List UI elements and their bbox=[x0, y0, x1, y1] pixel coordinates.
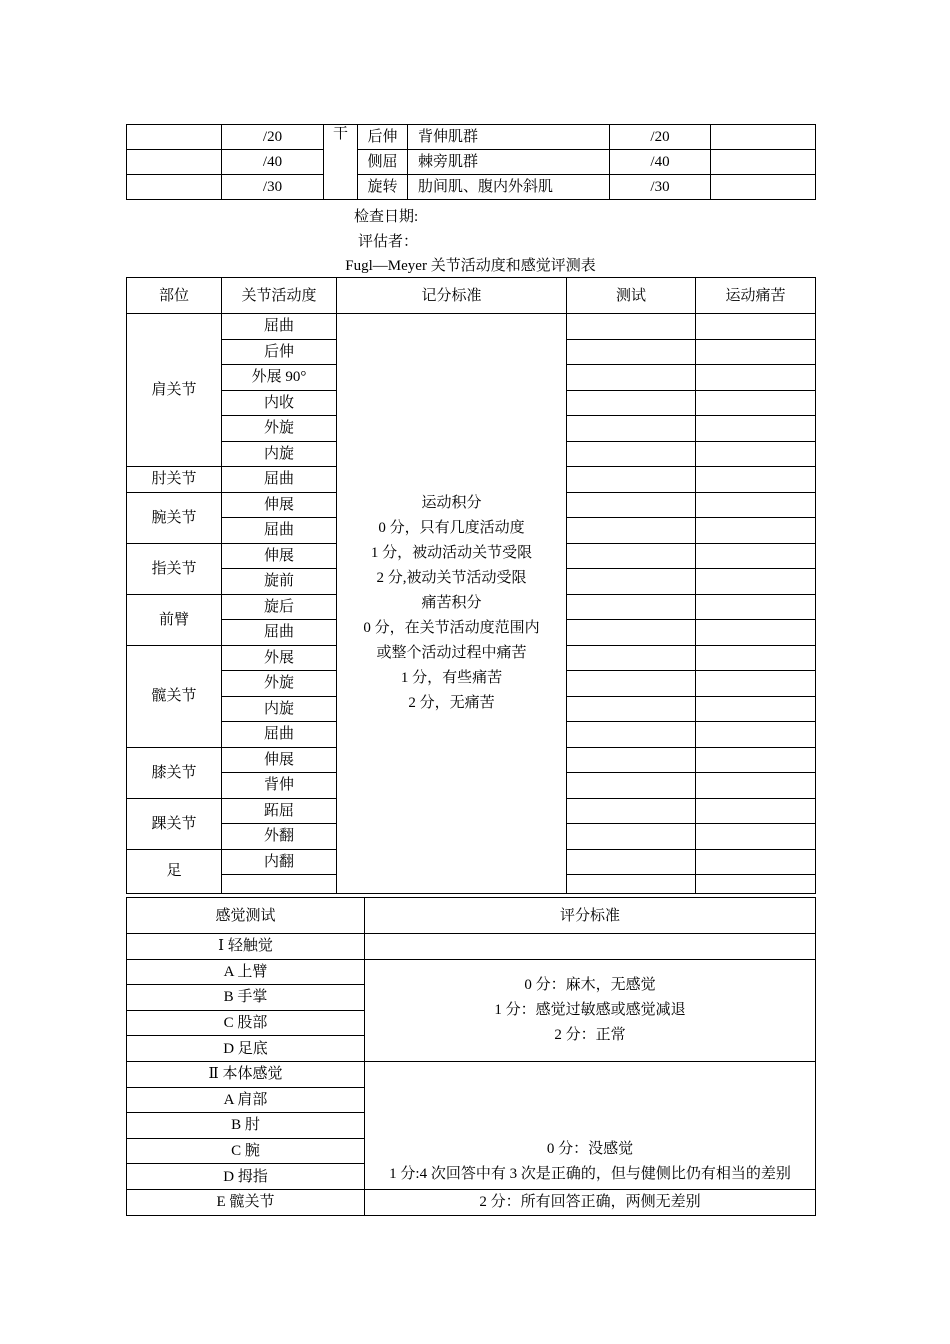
test-cell[interactable] bbox=[567, 645, 696, 671]
test-item: D 足底 bbox=[127, 1036, 365, 1062]
header-site: 部位 bbox=[127, 278, 222, 314]
pain-cell[interactable] bbox=[696, 773, 816, 799]
header-rom: 关节活动度 bbox=[222, 278, 337, 314]
table-row bbox=[127, 934, 816, 960]
criteria-line: 0 分：没感觉 bbox=[546, 1140, 634, 1157]
motion-cell: 屈曲 bbox=[222, 620, 337, 646]
pain-cell[interactable] bbox=[696, 696, 816, 722]
trunk-label: 干 bbox=[324, 125, 358, 200]
test-cell[interactable] bbox=[567, 696, 696, 722]
motion-cell: 后伸 bbox=[358, 125, 408, 150]
test-item: B 肘 bbox=[127, 1113, 365, 1139]
score-cell: /30 bbox=[222, 175, 324, 200]
test-cell[interactable] bbox=[567, 492, 696, 518]
score-cell: /30 bbox=[610, 175, 711, 200]
criteria-line: 2 分,被动关节活动受限 bbox=[376, 570, 527, 586]
test-cell[interactable] bbox=[567, 722, 696, 748]
pain-cell[interactable] bbox=[696, 875, 816, 894]
site-cell: 前臂 bbox=[127, 594, 222, 645]
motion-cell: 伸展 bbox=[222, 747, 337, 773]
site-cell: 髋关节 bbox=[127, 645, 222, 747]
motion-cell: 外旋 bbox=[222, 671, 337, 697]
test-cell[interactable] bbox=[567, 875, 696, 894]
pain-cell[interactable] bbox=[696, 518, 816, 544]
header-sensory-test: 感觉测试 bbox=[127, 898, 365, 934]
criteria-line: 1 分：感觉过敏感或感觉减退 bbox=[494, 1001, 686, 1018]
trunk-table bbox=[126, 124, 816, 200]
exam-date-label: 检查日期: bbox=[354, 209, 419, 225]
motion-cell: 后伸 bbox=[222, 339, 337, 365]
motion-cell bbox=[222, 875, 337, 894]
motion-cell: 跖屈 bbox=[222, 798, 337, 824]
table-header-row bbox=[127, 898, 816, 934]
test-item: C 股部 bbox=[127, 1010, 365, 1036]
test-cell[interactable] bbox=[567, 518, 696, 544]
criteria-cell bbox=[365, 959, 816, 1061]
criteria-cell bbox=[365, 1061, 816, 1189]
criteria-line: 1 分，被动活动关节受限 bbox=[370, 545, 533, 561]
test-item: E 髋关节 bbox=[127, 1189, 365, 1215]
test-cell[interactable] bbox=[567, 594, 696, 620]
motion-cell: 伸展 bbox=[222, 492, 337, 518]
test-cell[interactable] bbox=[567, 747, 696, 773]
criteria-cell bbox=[337, 314, 567, 894]
assessor-label: 评估者： bbox=[358, 234, 419, 250]
test-cell[interactable] bbox=[567, 339, 696, 365]
pain-cell[interactable] bbox=[696, 620, 816, 646]
test-cell[interactable] bbox=[567, 390, 696, 416]
table-row bbox=[127, 125, 816, 150]
page-title: Fugl—Meyer 关节活动度和感觉评测表 bbox=[345, 258, 596, 274]
pain-cell[interactable] bbox=[696, 390, 816, 416]
test-cell[interactable] bbox=[567, 569, 696, 595]
motion-cell: 内收 bbox=[222, 390, 337, 416]
pain-cell[interactable] bbox=[696, 365, 816, 391]
criteria-line: 或整个活动过程中痛苦 bbox=[376, 645, 527, 661]
motion-cell: 屈曲 bbox=[222, 722, 337, 748]
site-cell: 踝关节 bbox=[127, 798, 222, 849]
motion-cell: 屈曲 bbox=[222, 518, 337, 544]
rom-table bbox=[126, 277, 816, 894]
motion-cell: 外旋 bbox=[222, 416, 337, 442]
pain-cell[interactable] bbox=[696, 314, 816, 340]
motion-cell: 内旋 bbox=[222, 441, 337, 467]
test-cell[interactable] bbox=[567, 416, 696, 442]
site-cell: 足 bbox=[127, 849, 222, 894]
score-cell: /20 bbox=[610, 125, 711, 150]
test-cell[interactable] bbox=[567, 620, 696, 646]
header-scoring: 评分标准 bbox=[365, 898, 816, 934]
pain-cell[interactable] bbox=[696, 339, 816, 365]
muscle-cell: 背伸肌群 bbox=[408, 125, 610, 150]
header-test: 测试 bbox=[567, 278, 696, 314]
pain-cell[interactable] bbox=[696, 824, 816, 850]
sensory-table bbox=[126, 897, 816, 1216]
motion-cell: 旋前 bbox=[222, 569, 337, 595]
criteria-line: 2 分：所有回答正确，两侧无差别 bbox=[365, 1189, 816, 1215]
test-cell[interactable] bbox=[567, 365, 696, 391]
site-cell: 肩关节 bbox=[127, 314, 222, 467]
pain-cell[interactable] bbox=[696, 722, 816, 748]
score-cell: /40 bbox=[222, 150, 324, 175]
test-cell[interactable] bbox=[567, 798, 696, 824]
site-cell: 膝关节 bbox=[127, 747, 222, 798]
site-cell: 指关节 bbox=[127, 543, 222, 594]
motion-cell: 内旋 bbox=[222, 696, 337, 722]
test-cell[interactable] bbox=[567, 849, 696, 875]
criteria-line: 2 分：正常 bbox=[554, 1026, 626, 1043]
header-pain: 运动痛苦 bbox=[696, 278, 816, 314]
test-item: B 手掌 bbox=[127, 985, 365, 1011]
criteria-line: 运动积分 bbox=[421, 495, 482, 511]
table-row bbox=[127, 314, 816, 340]
motion-cell: 外翻 bbox=[222, 824, 337, 850]
pain-cell[interactable] bbox=[696, 543, 816, 569]
pain-cell[interactable] bbox=[696, 671, 816, 697]
criteria-line: 0 分：麻木，无感觉 bbox=[524, 976, 656, 993]
muscle-cell: 肋间肌、腹内外斜肌 bbox=[408, 175, 610, 200]
pain-cell[interactable] bbox=[696, 798, 816, 824]
test-item: A 肩部 bbox=[127, 1087, 365, 1113]
criteria-line: 痛苦积分 bbox=[421, 595, 482, 611]
section-title: Ⅱ 本体感觉 bbox=[127, 1061, 365, 1087]
table-header-row bbox=[127, 278, 816, 314]
criteria-line: 2 分，无痛苦 bbox=[408, 695, 495, 711]
pain-cell[interactable] bbox=[696, 747, 816, 773]
header-criteria: 记分标准 bbox=[337, 278, 567, 314]
table-row bbox=[127, 175, 816, 200]
pain-cell[interactable] bbox=[696, 416, 816, 442]
motion-cell: 屈曲 bbox=[222, 314, 337, 340]
pain-cell[interactable] bbox=[696, 594, 816, 620]
pain-cell[interactable] bbox=[696, 492, 816, 518]
test-cell[interactable] bbox=[567, 671, 696, 697]
test-item: C 腕 bbox=[127, 1138, 365, 1164]
test-cell[interactable] bbox=[567, 773, 696, 799]
test-cell[interactable] bbox=[567, 441, 696, 467]
criteria-line: 0 分，在关节活动度范围内 bbox=[363, 620, 540, 636]
muscle-cell: 棘旁肌群 bbox=[408, 150, 610, 175]
pain-cell[interactable] bbox=[696, 441, 816, 467]
site-cell: 肘关节 bbox=[127, 467, 222, 493]
table-row bbox=[127, 1061, 816, 1087]
criteria-line: 1 分:4 次回答中有 3 次是正确的，但与健侧比仍有相当的差别 bbox=[389, 1165, 791, 1182]
test-cell[interactable] bbox=[567, 314, 696, 340]
table-row bbox=[127, 959, 816, 985]
motion-cell: 伸展 bbox=[222, 543, 337, 569]
pain-cell[interactable] bbox=[696, 645, 816, 671]
table-row bbox=[127, 150, 816, 175]
motion-cell: 外展 90° bbox=[222, 365, 337, 391]
site-cell: 腕关节 bbox=[127, 492, 222, 543]
table-row bbox=[127, 1189, 816, 1215]
criteria-line: 1 分，有些痛苦 bbox=[400, 670, 503, 686]
motion-cell: 屈曲 bbox=[222, 467, 337, 493]
section-title: Ⅰ 轻触觉 bbox=[127, 934, 365, 960]
pain-cell[interactable] bbox=[696, 569, 816, 595]
test-cell[interactable] bbox=[567, 543, 696, 569]
motion-cell: 内翻 bbox=[222, 849, 337, 875]
motion-cell: 旋转 bbox=[358, 175, 408, 200]
score-cell: /40 bbox=[610, 150, 711, 175]
pain-cell[interactable] bbox=[696, 467, 816, 493]
motion-cell: 旋后 bbox=[222, 594, 337, 620]
test-cell[interactable] bbox=[567, 824, 696, 850]
test-item: D 拇指 bbox=[127, 1164, 365, 1190]
score-cell: /20 bbox=[222, 125, 324, 150]
pain-cell[interactable] bbox=[696, 849, 816, 875]
motion-cell: 外展 bbox=[222, 645, 337, 671]
criteria-line: 0 分，只有几度活动度 bbox=[378, 520, 525, 536]
test-item: A 上臂 bbox=[127, 959, 365, 985]
motion-cell: 侧屈 bbox=[358, 150, 408, 175]
test-cell[interactable] bbox=[567, 467, 696, 493]
motion-cell: 背伸 bbox=[222, 773, 337, 799]
